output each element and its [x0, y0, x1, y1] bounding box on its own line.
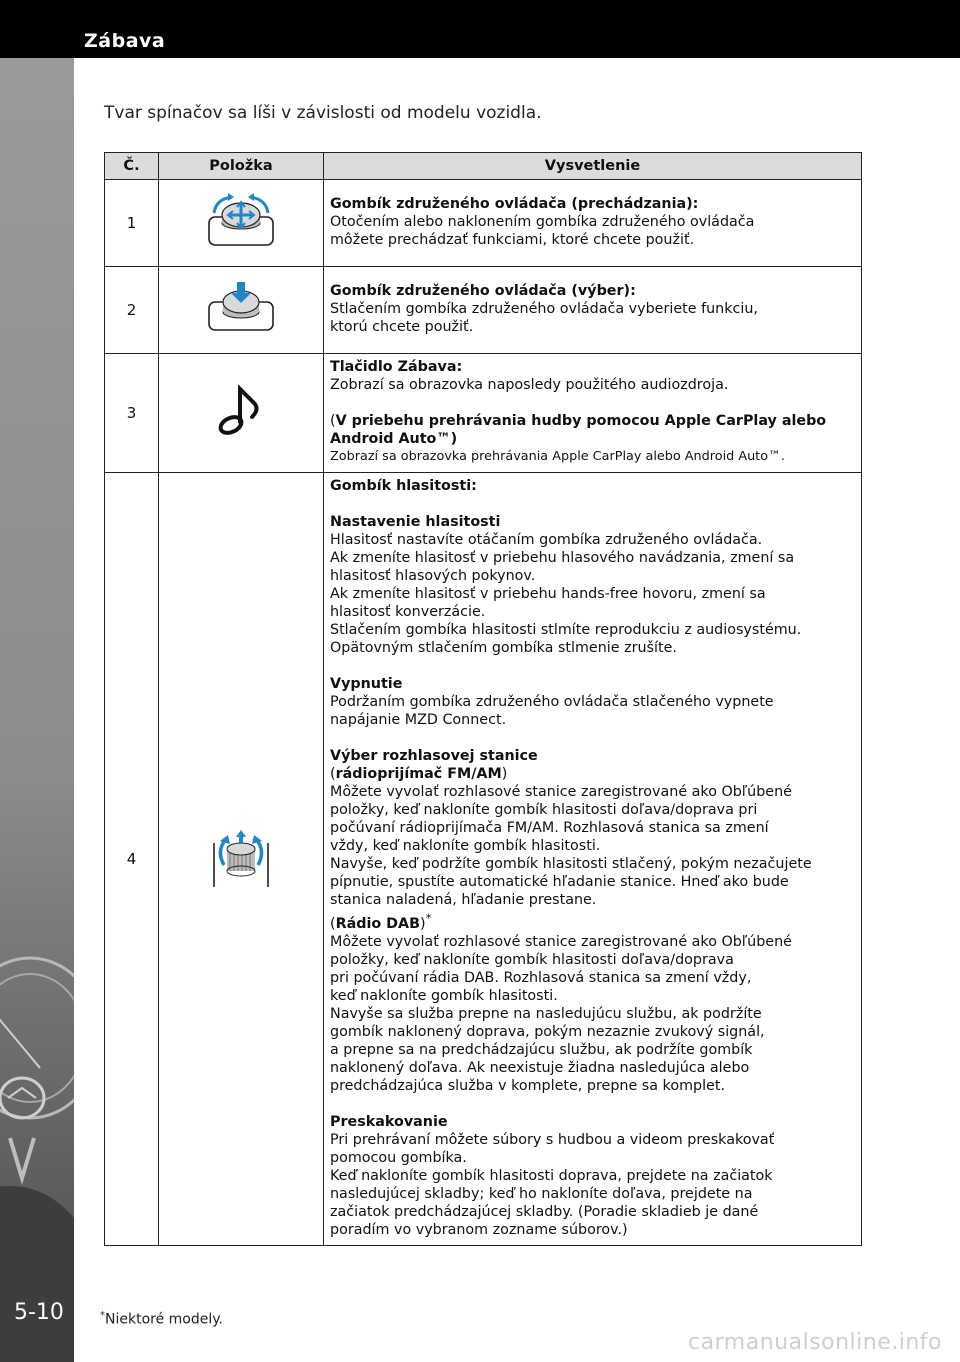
row-subheading: (V priebehu prehrávania hudby pomocou Apple CarPlay alebo	[330, 413, 827, 429]
intro-text: Tvar spínačov sa líši v závislosti od modelu vozidla.	[104, 103, 542, 123]
row-text-line: Zobrazí sa obrazovka prehrávania Apple CarPlay alebo Android Auto™.	[330, 449, 785, 464]
table-header-row	[105, 153, 862, 180]
row-number: 1	[105, 180, 159, 267]
dashboard-illustration	[0, 58, 74, 1362]
row-text-line: Ak zmeníte hlasitosť v priebehu hands-free hovoru, zmení sa	[330, 586, 766, 602]
music-note-icon	[218, 385, 264, 437]
row-text-line: Podržaním gombíka združeného ovládača stlačeného vypnete	[330, 694, 774, 710]
row-text-line: Stlačením gombíka hlasitosti stlmíte reprodukciu z audiosystému.	[330, 622, 802, 638]
commander-knob-press-icon	[206, 282, 276, 334]
row-text-line: predchádzajúca služba v komplete, prepne sa komplet.	[330, 1077, 725, 1094]
row-number: 4	[105, 473, 159, 1246]
row-text-line: Navyše sa služba prepne na nasledujúcu službu, ak podržíte	[330, 1005, 762, 1022]
row-text-line: ktorú chcete použiť.	[330, 319, 474, 335]
volume-knob-icon	[210, 827, 272, 887]
section-subtitle: (rádioprijímač FM/AM)	[330, 766, 508, 782]
row-text-line: pomocou gombíka.	[330, 1149, 467, 1166]
row-text-line: hlasitosť hlasových pokynov.	[330, 568, 536, 584]
row-text-line: hlasitosť konverzácie.	[330, 604, 486, 620]
row-text-line: Opätovným stlačením gombíka stlmenie zrušíte.	[330, 640, 677, 656]
row-text-line: Môžete vyvolať rozhlasové stanice zaregistrované ako Obľúbené	[330, 933, 792, 950]
commander-knob-rotate-tilt-icon	[206, 193, 276, 249]
table-row	[105, 267, 862, 354]
row-text-line: položky, keď nakloníte gombík hlasitosti doľava/doprava pri	[330, 802, 758, 818]
row-text-line: stanica naladená, hľadanie prestane.	[330, 892, 597, 908]
controls-table	[104, 152, 862, 1246]
row-text-line: gombík naklonený doprava, pokým nezaznie zvukový signál,	[330, 1023, 765, 1040]
section-title: Preskakovanie	[330, 1113, 448, 1130]
row-subheading: Android Auto™)	[330, 431, 458, 447]
table-row	[105, 354, 862, 473]
row-title: Gombík združeného ovládača (výber):	[330, 283, 636, 299]
row-text-line: Keď nakloníte gombík hlasitosti doprava, prejdete na začiatok	[330, 1167, 773, 1184]
row-text-line: a prepne sa na predchádzajúcu službu, ak podržíte gombík	[330, 1041, 753, 1058]
watermark: carmanualsonline.info	[688, 1330, 942, 1355]
row-text-line: Stlačením gombíka združeného ovládača vyberiete funkciu,	[330, 301, 758, 317]
row-text-line: naklonený doľava. Ak neexistuje žiadna nasledujúca alebo	[330, 1059, 750, 1076]
section-title: Výber rozhlasovej stanice	[330, 748, 538, 764]
section-title: Nastavenie hlasitosti	[330, 514, 501, 530]
row-text-line: Navyše, keď podržíte gombík hlasitosti stlačený, pokým nezačujete	[330, 856, 812, 872]
sidebar-dashboard-image	[0, 58, 74, 1362]
row-text-line: položky, keď nakloníte gombík hlasitosti doľava/doprava	[330, 951, 734, 968]
chapter-title: Zábava	[84, 30, 166, 52]
row-number: 3	[105, 354, 159, 473]
header-explanation: Vysvetlenie	[324, 153, 862, 180]
row-text-line: Hlasitosť nastavíte otáčaním gombíka združeného ovládača.	[330, 532, 763, 548]
top-bar	[0, 0, 960, 58]
row-number: 2	[105, 267, 159, 354]
section-subtitle: (Rádio DAB)*	[330, 911, 432, 932]
row-text-line: Pri prehrávaní môžete súbory s hudbou a videom preskakovať	[330, 1131, 775, 1148]
table-row	[105, 180, 862, 267]
row-text-line: vždy, keď nakloníte gombík hlasitosti.	[330, 838, 601, 854]
table-row	[105, 473, 862, 1246]
section-title: Vypnutie	[330, 676, 403, 692]
header-number: Č.	[105, 153, 159, 180]
row-text-line: začiatok predchádzajúcej skladby. (Poradie skladieb je dané	[330, 1203, 759, 1220]
row-text-line: Môžete vyvolať rozhlasové stanice zaregistrované ako Obľúbené	[330, 784, 792, 800]
row-title: Gombík hlasitosti:	[330, 478, 477, 494]
row-text-line: keď nakloníte gombík hlasitosti.	[330, 987, 558, 1004]
row-text-line: napájanie MZD Connect.	[330, 712, 507, 728]
footnote: *Niektoré modely.	[100, 1310, 223, 1328]
row-text-line: pri počúvaní rádia DAB. Rozhlasová stanica sa zmení vždy,	[330, 969, 752, 986]
row-title: Tlačidlo Zábava:	[330, 359, 463, 375]
row-text-line: môžete prechádzať funkciami, ktoré chcete použiť.	[330, 232, 695, 248]
header-item: Položka	[159, 153, 324, 180]
row-text-line: Ak zmeníte hlasitosť v priebehu hlasového navádzania, zmení sa	[330, 550, 795, 566]
row-text-line: Otočením alebo naklonením gombíka združeného ovládača	[330, 214, 755, 230]
row-text-line: Zobrazí sa obrazovka naposledy použitého audiozdroja.	[330, 377, 729, 393]
row-text-line: nasledujúcej skladby; keď ho nakloníte doľava, prejdete na	[330, 1185, 753, 1202]
row-text-line: poradím vo vybranom zozname súborov.)	[330, 1221, 628, 1238]
row-text-line: pípnutie, spustíte automatické hľadanie stanice. Hneď ako bude	[330, 874, 789, 890]
row-title: Gombík združeného ovládača (prechádzania):	[330, 196, 699, 212]
page-number: 5-10	[14, 1300, 64, 1325]
row-text-line: počúvaní rádioprijímača FM/AM. Rozhlasová stanica sa zmení	[330, 820, 769, 836]
